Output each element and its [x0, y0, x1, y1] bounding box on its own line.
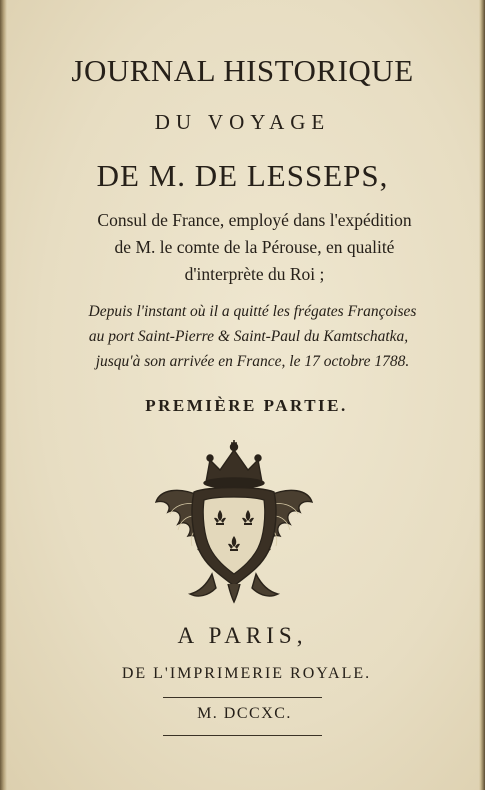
italic-line-1: Depuis l'instant où il a quitté les frégates Françoises — [88, 303, 417, 320]
subtitle-line-1: Consul de France, employé dans l'expédition — [97, 210, 412, 230]
imprint-printer: DE L'IMPRIMERIE ROYALE. — [121, 665, 372, 682]
title-line-journal-historique: JOURNAL HISTORIQUE — [71, 53, 414, 88]
imprint-place: A PARIS, — [177, 623, 308, 648]
imprint-year: M. DCCXC. — [197, 705, 292, 722]
divider-rule-bottom — [163, 735, 322, 736]
part-heading: PREMIÈRE PARTIE. — [145, 396, 348, 415]
italic-line-2: au port Saint-Pierre & Saint-Paul du Kamtschatka, — [88, 328, 409, 345]
subtitle-line-3: d'interprète du Roi ; — [184, 264, 325, 284]
subtitle-line-2: de M. le comte de la Pérouse, en qualité — [114, 237, 395, 257]
royal-arms-of-france-icon — [148, 436, 320, 606]
italic-line-3: jusqu'à son arrivée en France, le 17 octobre 1788. — [95, 353, 410, 370]
title-line-du-voyage: DU VOYAGE — [154, 110, 331, 134]
title-line-de-lesseps: DE M. DE LESSEPS, — [96, 158, 389, 193]
divider-rule-top — [163, 697, 322, 698]
